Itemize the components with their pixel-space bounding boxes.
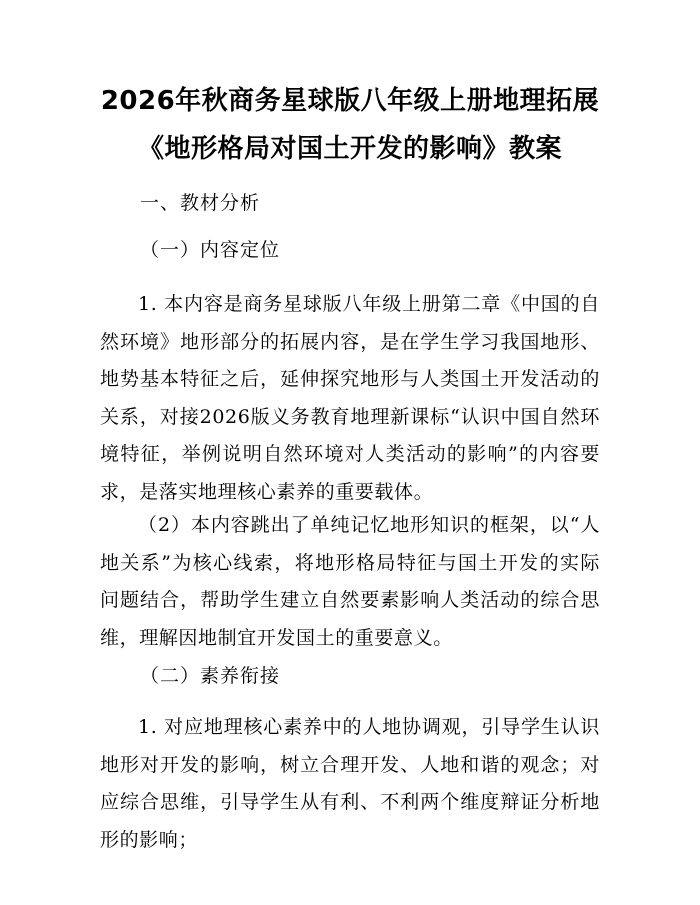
section-heading: 一、教材分析: [140, 192, 261, 214]
paragraph-content-positioning-1: 1. 本内容是商务星球版八年级上册第二章《中国的自然环境》地形部分的拓展内容，是在学生学习我国地形、地势基本特征之后，延伸探究地形与人类国土开发活动的关系，对接2026版义务教育地理新课标“认识中国自然环境特征，举例说明自然环境对人类活动的影响”的内容要求，是落实地理核心素养的重要载体。: [100, 293, 600, 503]
paragraph-literacy-connection-1: 1. 对应地理核心素养中的人地协调观，引导学生认识地形对开发的影响，树立合理开发、人地和谐的观念；对应综合思维，引导学生从有利、不利两个维度辩证分析地形的影响；: [100, 716, 600, 851]
document-title-line-1: 2026年秋商务星球版八年级上册地理拓展: [100, 86, 600, 116]
subsection-heading-literacy-connection: （二）素养衔接: [140, 665, 281, 687]
document-title-line-2: 《地形格局对国土开发的影响》教案: [137, 134, 562, 164]
paragraph-content-positioning-2: （2）本内容跳出了单纯记忆地形知识的框架，以“人地关系”为核心线索，将地形格局特征与国土开发的实际问题结合，帮助学生建立自然要素影响人类活动的综合思维，理解因地制宜开发国土的重要意义。: [100, 514, 600, 649]
subsection-heading-content-positioning: （一）内容定位: [140, 239, 281, 261]
